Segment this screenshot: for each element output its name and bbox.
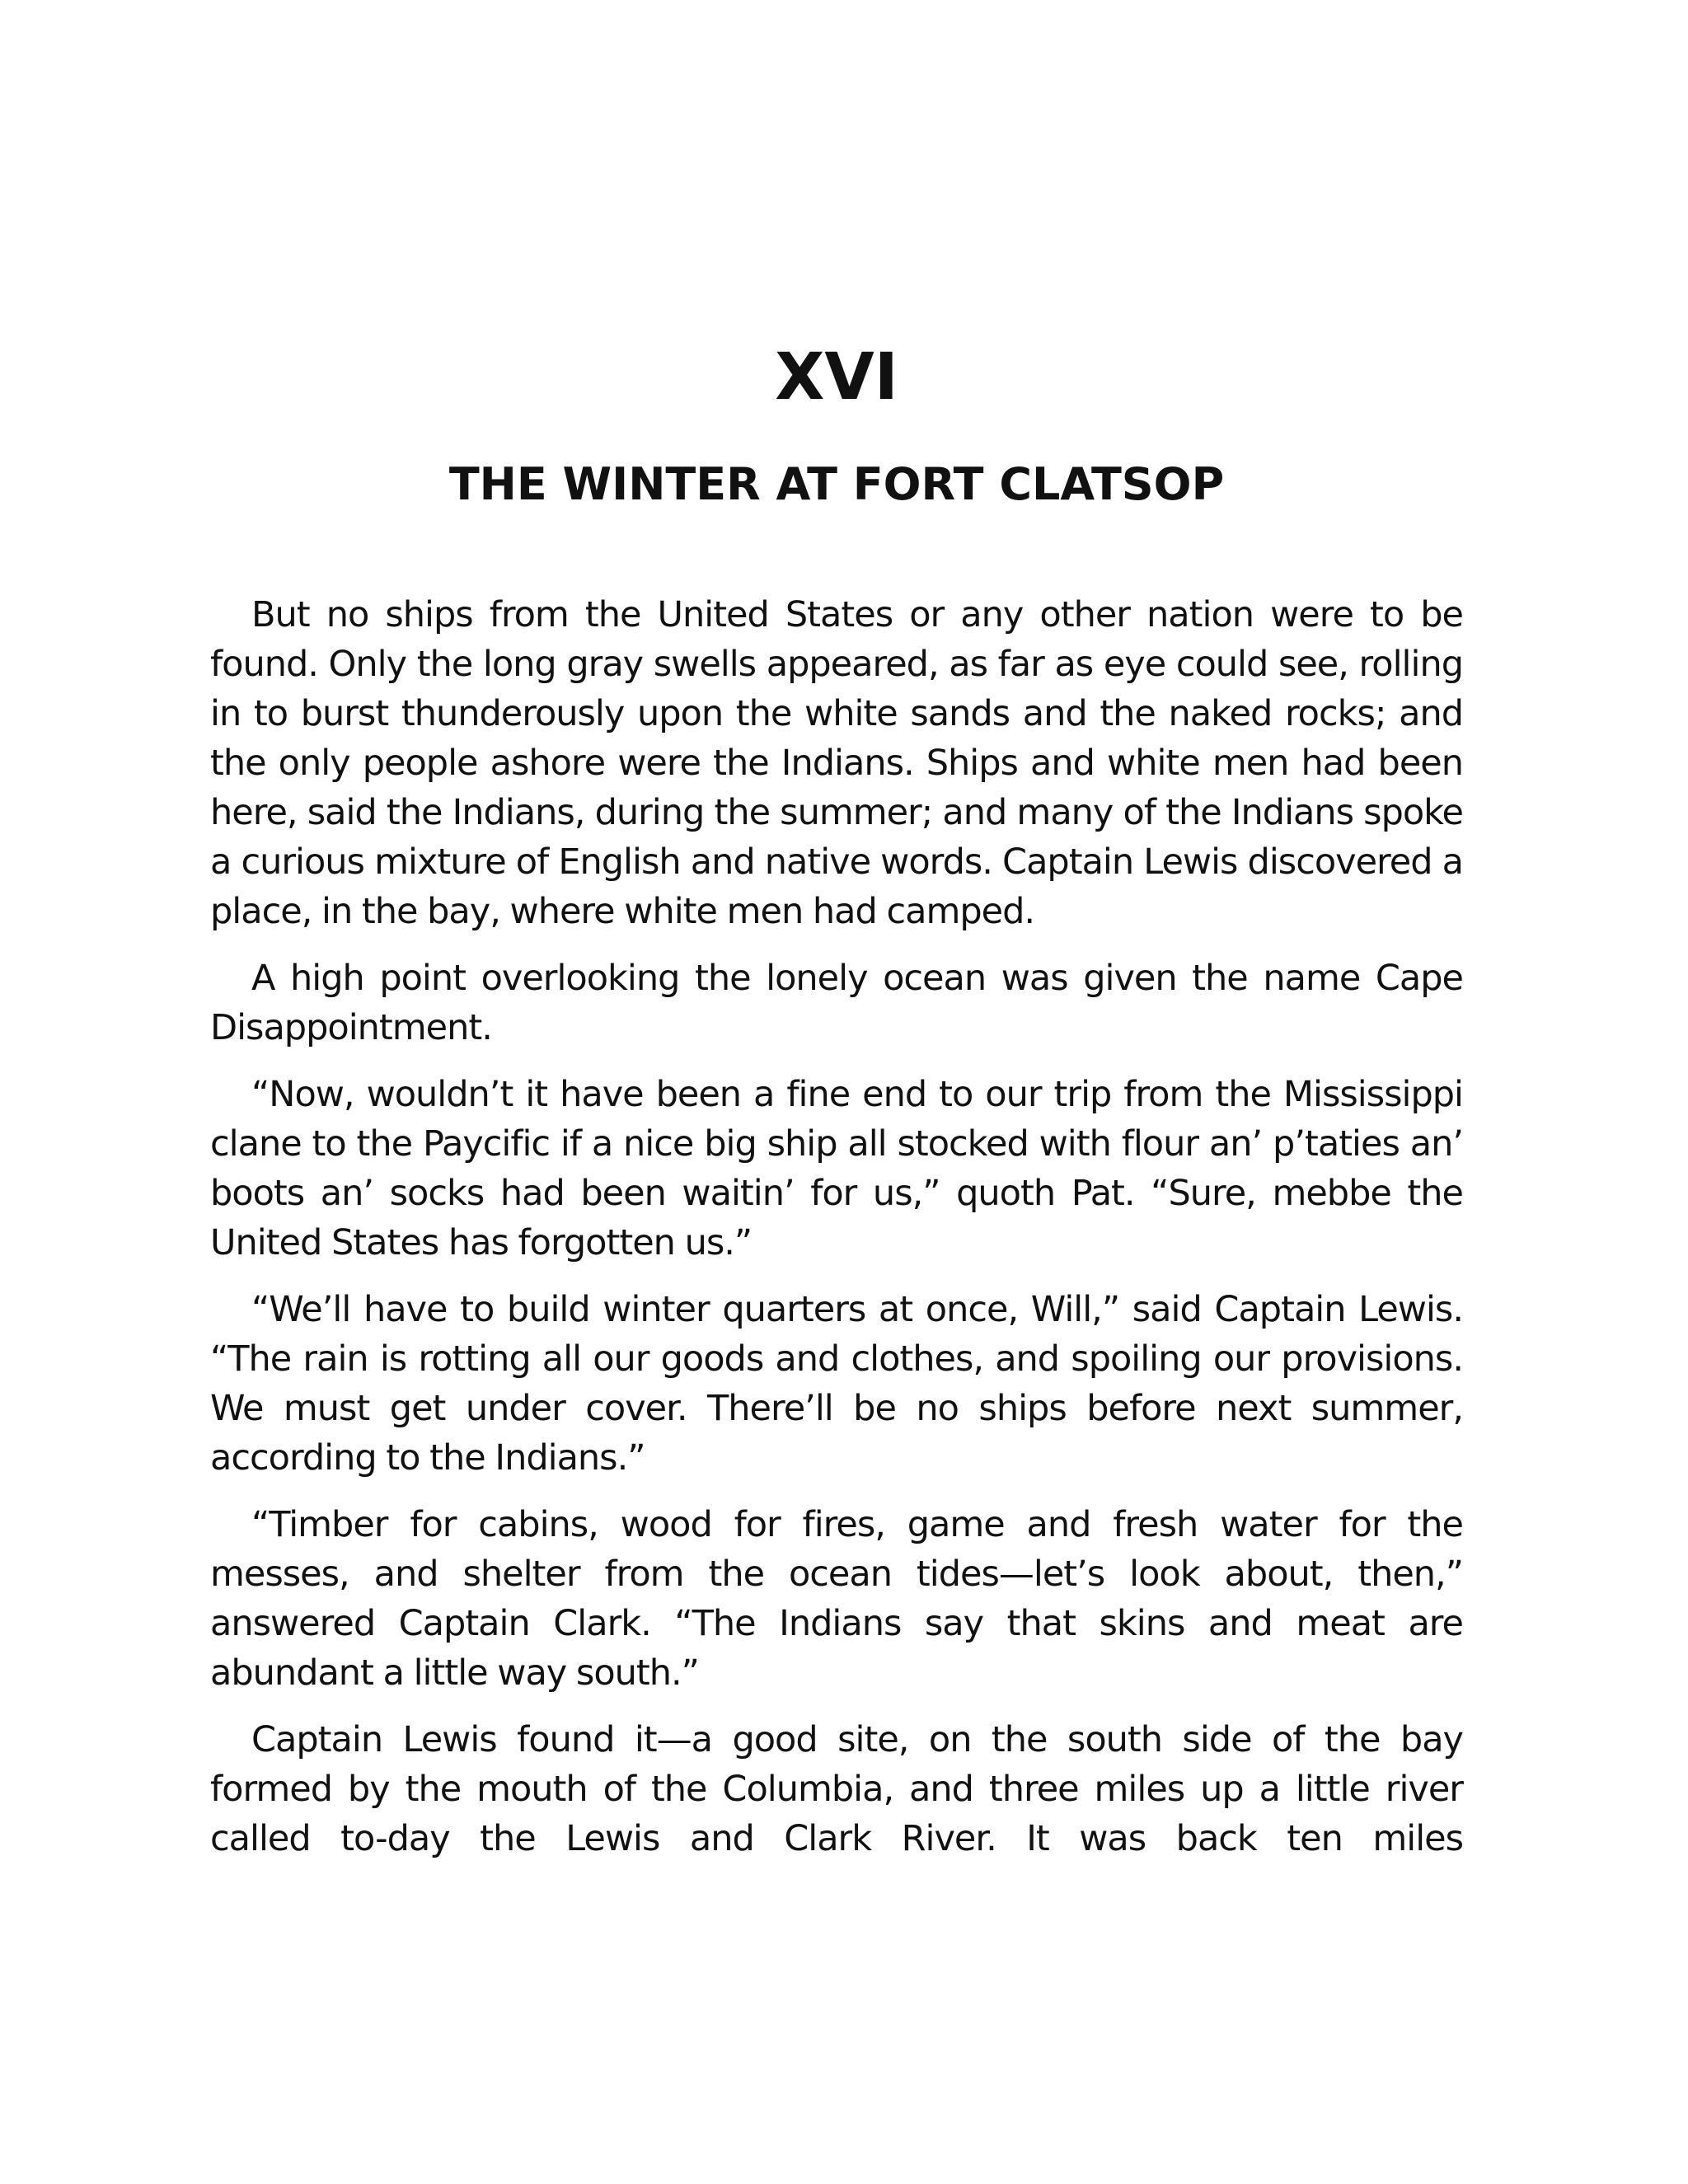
paragraph-1: But no ships from the United States or any other nation were to be found. Only the long gray swells appeared, as far as eye could see, rolling in to burst thunderously upon the white sands and the naked rocks; and the only people ashore were the Indians. Ships and white men had been here, said the Indians, during the summer; and many of the Indians spoke a curious mixture of English and native words. Captain Lewis discovered a place, in the bay, where white men had camped. [210,594,1463,932]
paragraph-3: “Now, wouldn’t it have been a fine end to our trip from the Mississippi clane to the Paycific if a nice big ship all stocked with flour an’ p’taties an’ boots an’ socks had been waitin’ for us,” quoth Pat. “Sure, mebbe the United States has forgotten us.” [210,1074,1463,1263]
chapter-body [210,590,1463,1881]
paragraph-4: “We’ll have to build winter quarters at once, Will,” said Captain Lewis. “The rain is rotting all our goods and clothes, and spoiling our provisions. We must get under cover. There’ll be no ships before next summer, according to the Indians.” [210,1289,1463,1479]
chapter-title: THE WINTER AT FORT CLATSOP [448,458,1225,510]
paragraph-5: “Timber for cabins, wood for fires, game and fresh water for the messes, and shelter from the ocean tides—let’s look about, then,” answered Captain Clark. “The Indians say that skins and meat are abundant a little way south.” [210,1504,1463,1694]
paragraph-6: Captain Lewis found it—a good site, on the south side of the bay formed by the mouth of the Columbia, and three miles up a little river called to-day the Lewis and Clark River. It was back ten miles [210,1719,1463,1859]
book-page [210,0,1463,2184]
paragraph-2: A high point overlooking the lonely ocean was given the name Cape Disappointment. [210,958,1463,1048]
chapter-number: XVI [775,340,898,415]
